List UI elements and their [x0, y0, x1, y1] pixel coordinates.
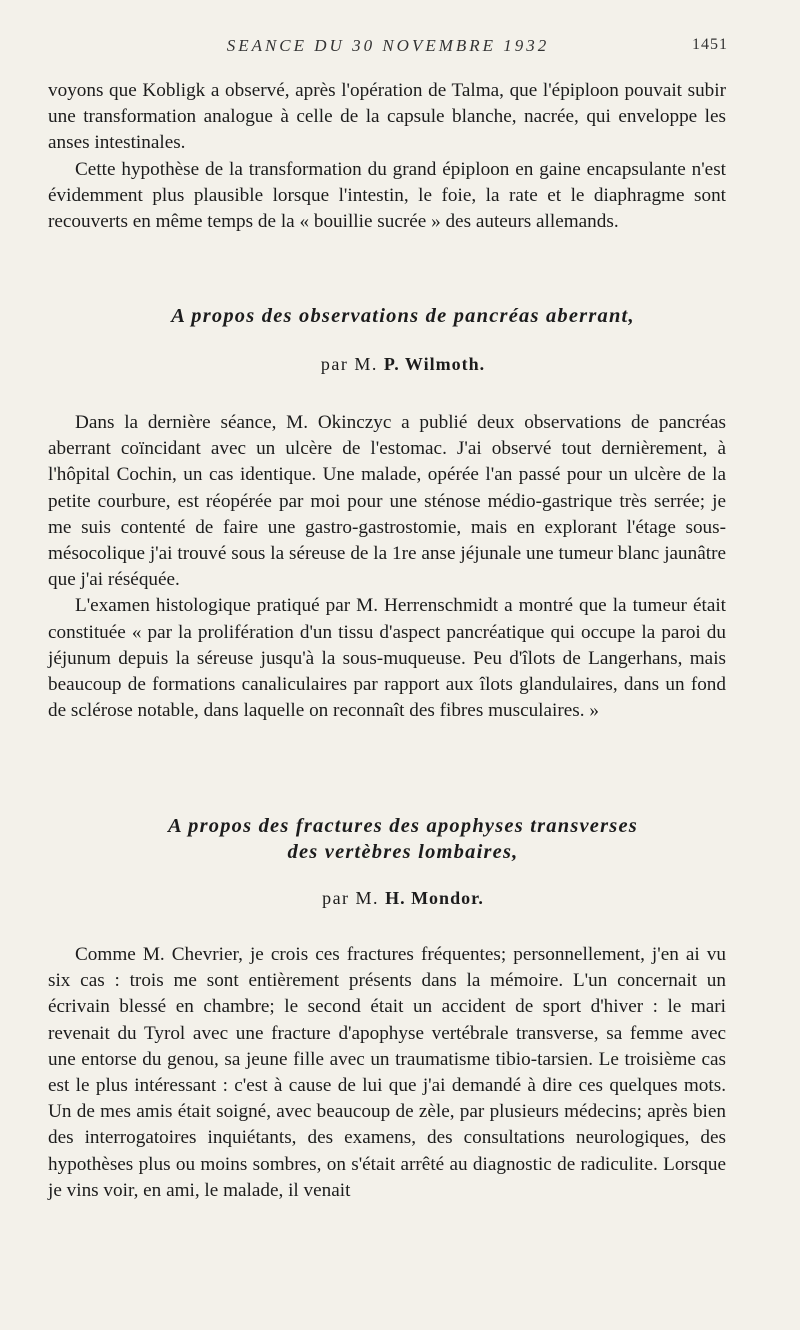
intro-text	[48, 78, 726, 235]
page-number: 1451	[692, 36, 728, 53]
article1-body	[48, 410, 726, 724]
intro-paragraph-2: Cette hypothèse de la transformation du grand épiploon en gaine encapsulante n'est évidemment plus plausible lorsque l'intestin, le foie, la rate et le diaphragme sont recouverts en même temps de la « bouillie sucrée » des auteurs allemands.	[48, 158, 726, 233]
article2-byline-prefix: par M.	[322, 888, 380, 908]
article1-paragraph-2: L'examen histologique pratiqué par M. Herrenschmidt a montré que la tumeur était constituée « par la prolifération d'un tissu d'aspect pancréatique qui occupe la paroi du jéjunum depuis la séreuse jusqu'à la sous-muqueuse. Peu d'îlots de Langerhans, mais beaucoup de formations canaliculaires par rapport aux îlots glandulaires, dans un fond de sclérose notable, dans laquelle on reconnaît des fibres musculaires. »	[48, 595, 726, 722]
running-head-title: SEANCE DU 30 NOVEMBRE 1932	[226, 36, 550, 55]
article1-paragraph-1: Dans la dernière séance, M. Okinczyc a publié deux observations de pancréas aberrant coïncidant avec un ulcère de l'estomac. J'ai observé tout dernièrement, à l'hôpital Cochin, un cas identique. Une malade, opérée l'an passé pour un ulcère de la petite courbure, est réopérée par moi pour une sténose médio-gastrique très serrée; je me suis contenté de faire une gastro-gastrostomie, mais en explorant l'étage sous-mésocolique j'ai trouvé sous la séreuse de la 1re anse jéjunale une tumeur blanc jaunâtre que j'ai réséquée.	[48, 412, 726, 591]
intro-paragraph-1: voyons que Kobligk a observé, après l'opération de Talma, que l'épiploon pouvait subir une transformation analogue à celle de la capsule blanche, nacrée, qui enveloppe les anses intestinales.	[48, 80, 726, 154]
article2-paragraph-1: Comme M. Chevrier, je crois ces fractures fréquentes; personnellement, j'en ai vu six cas : trois me sont entièrement présents dans la mémoire. L'un concernait un écrivain blessé en chambre; le second était un accident de sport d'hiver : le mari revenait du Tyrol avec une fracture d'apophyse vertébrale transverse, sa femme avec une entorse du genou, sa jeune fille avec un traumatisme tibio-tarsien. Le troisième cas est le plus intéressant : c'est à cause de lui que j'ai demandé à dire ces quelques mots. Un de mes amis était soigné, avec beaucoup de zèle, par plusieurs médecins; après bien des interrogatoires inquiétants, des examens, des consultations neurologiques, des hypothèses plus ou moins sombres, on s'était arrêté au diagnostic de radiculite. Lorsque je vins voir, en ami, le malade, il venait	[48, 944, 726, 1201]
article1-byline	[48, 354, 758, 375]
article1-author: P. Wilmoth.	[383, 354, 486, 374]
article2-title-line2: des vertèbres lombaires,	[287, 841, 519, 863]
article2-title-line1: A propos des fractures des apophyses transverses	[168, 815, 638, 837]
article1-byline-prefix: par M.	[320, 354, 378, 374]
article2-author: H. Mondor.	[385, 888, 484, 908]
article2-byline	[48, 888, 758, 909]
article1-title: A propos des observations de pancréas aberrant,	[171, 305, 635, 327]
article2-body	[48, 942, 726, 1204]
running-head	[48, 36, 728, 60]
